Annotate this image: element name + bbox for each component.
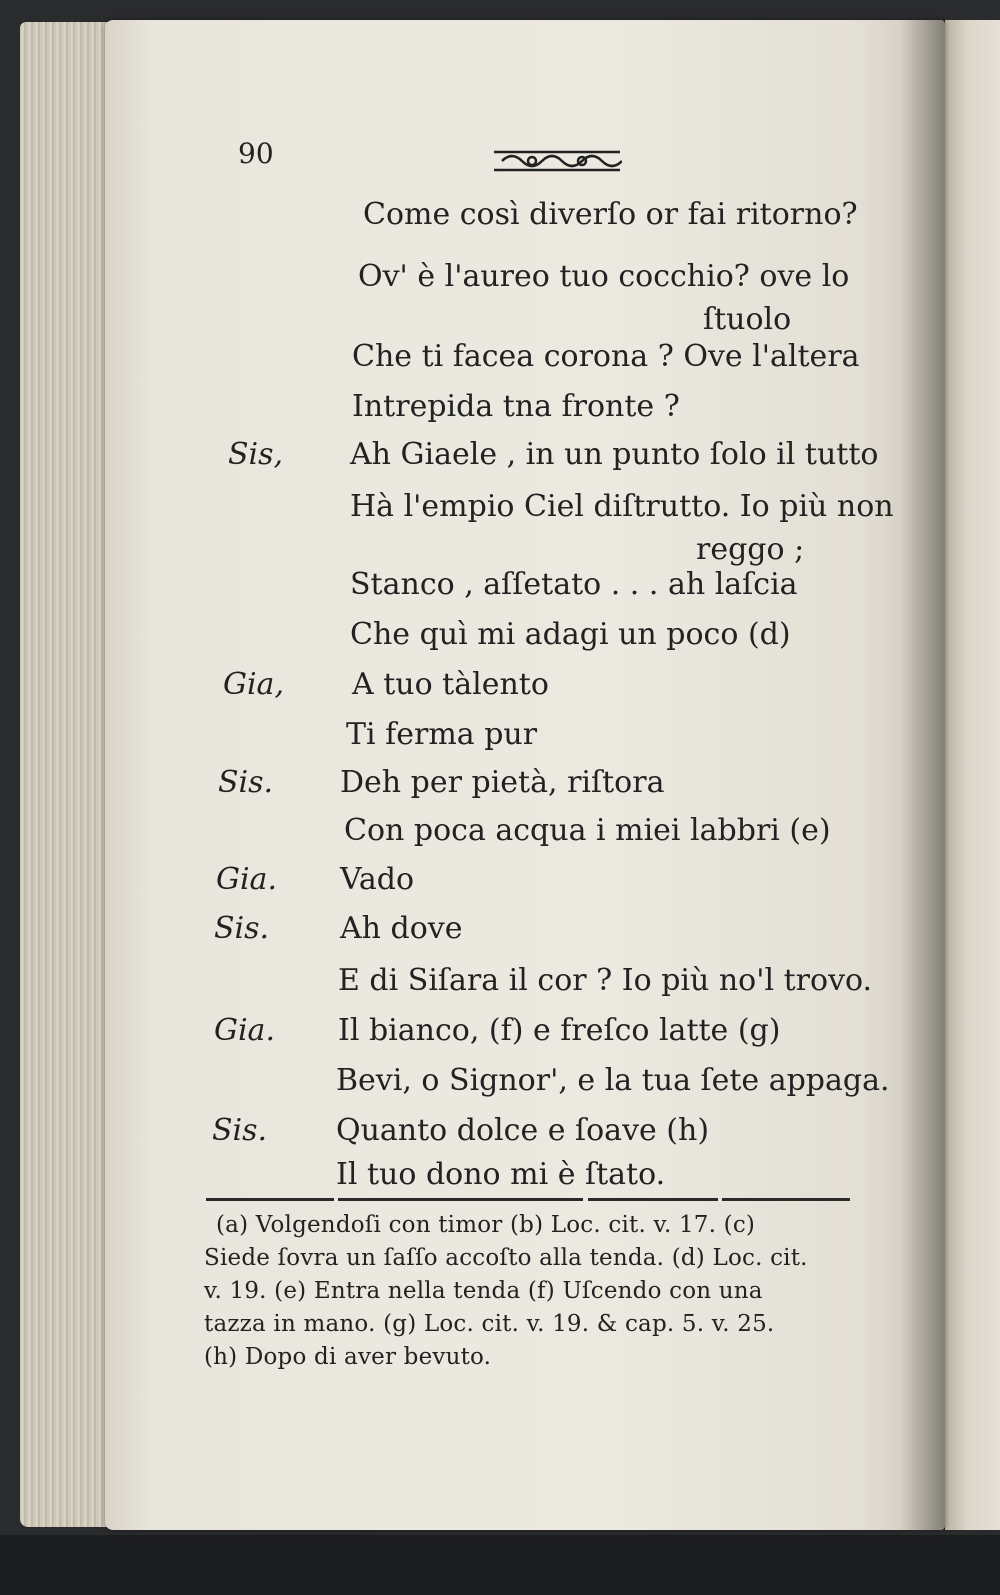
- speaker-label: Sis.: [218, 765, 274, 800]
- footnote-line: (h) Dopo di aver bevuto.: [204, 1344, 492, 1370]
- footnote-line: Siede ſovra un ſaſſo accoſto alla tenda. (d) Loc. cit.: [204, 1245, 808, 1271]
- line-5: Intrepida tna fronte ?: [352, 389, 680, 424]
- line-6: Ah Giaele , in un punto ſolo il tutto: [350, 437, 879, 472]
- speaker-label: Sis.: [212, 1113, 268, 1148]
- line-10: Che quì mi adagi un poco (d): [350, 617, 791, 652]
- line-9: Stanco , aſſetato . . . ah laſcia: [350, 567, 798, 602]
- line-15: Vado: [340, 862, 415, 897]
- footnote-line: (a) Volgendoſi con timor (b) Loc. cit. v. 17. (c): [216, 1212, 756, 1238]
- line-17: E di Siſara il cor ? Io più no'l trovo.: [338, 963, 873, 998]
- page-number: 90: [238, 137, 274, 170]
- line-19: Bevi, o Signor', e la tua ſete appaga.: [336, 1063, 890, 1098]
- line-7: Hà l'empio Ciel diſtrutto. Io più non: [350, 489, 894, 524]
- footnote-rule: [588, 1198, 718, 1201]
- line-4: Che ti facea corona ? Ove l'altera: [352, 339, 860, 374]
- footnote-rule: [206, 1198, 334, 1201]
- footnote-line: v. 19. (e) Entra nella tenda (f) Uſcendo con una: [204, 1278, 763, 1304]
- footnote-rule: [722, 1198, 850, 1201]
- line-11: A tuo tàlento: [352, 667, 549, 702]
- line-21: Il tuo dono mi è ſtato.: [336, 1157, 666, 1192]
- footnote-rule: [338, 1198, 583, 1201]
- footnote-line: tazza in mano. (g) Loc. cit. v. 19. & cap. 5. v. 25.: [204, 1311, 775, 1337]
- speaker-label: Sis,: [228, 437, 284, 472]
- speaker-label: Gia.: [214, 1013, 275, 1048]
- speaker-label: Gia.: [216, 862, 277, 897]
- background: [0, 1535, 1000, 1595]
- line-2: Ov' è l'aureo tuo cocchio? ove lo: [358, 259, 850, 294]
- line-1: Come così diverſo or fai ritorno?: [363, 197, 858, 232]
- line-13: Deh per pietà, riſtora: [340, 765, 665, 800]
- speaker-label: Sis.: [214, 911, 270, 946]
- line-20: Quanto dolce e ſoave (h): [336, 1113, 710, 1148]
- line-3: ſtuolo: [703, 302, 792, 337]
- line-14: Con poca acqua i miei labbri (e): [344, 813, 831, 848]
- speaker-label: Gia,: [223, 667, 284, 702]
- facing-page: [945, 20, 1000, 1530]
- spine-shadow: [900, 20, 945, 1530]
- line-18: Il bianco, (f) e freſco latte (g): [338, 1013, 781, 1048]
- printers-ornament-icon: [492, 142, 622, 178]
- line-8: reggo ;: [696, 532, 805, 567]
- line-12: Ti ferma pur: [346, 717, 538, 752]
- line-16: Ah dove: [340, 911, 463, 946]
